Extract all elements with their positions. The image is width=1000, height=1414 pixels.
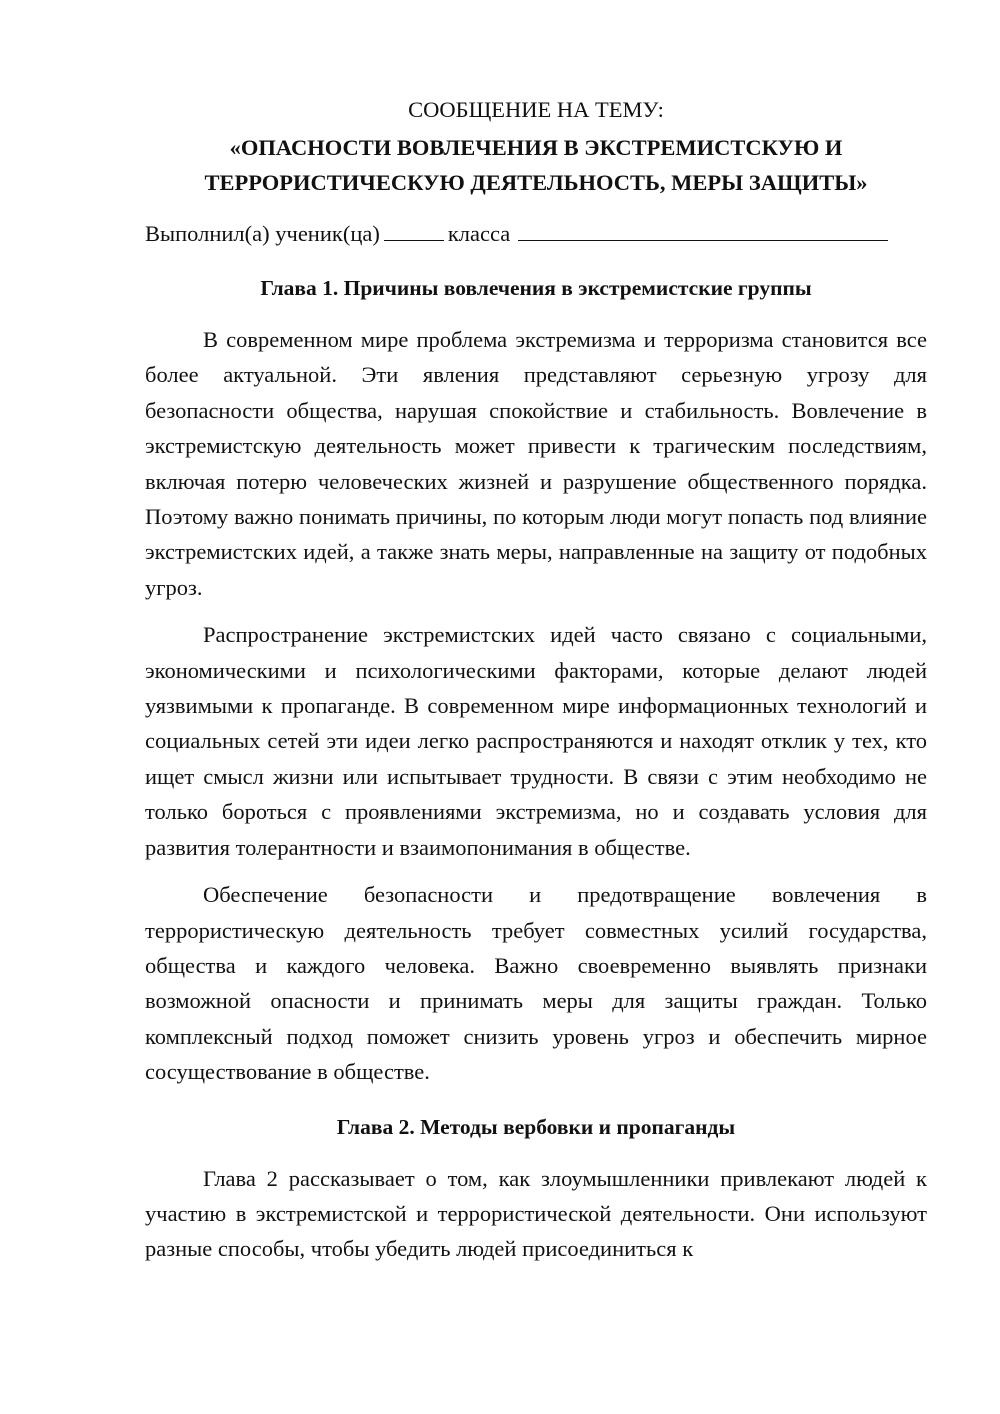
author-class-label: класса [447,221,511,246]
document-page [145,92,927,1267]
chapter-1-paragraph: Обеспечение безопасности и предотвращение вовлечения в террористическую деятельность требует совместных усилий государства, общества и каждого человека. Важно своевременно выявлять признаки возможной опасности и принимать меры для защиты граждан. Только комплексный подход поможет снизить уровень угроз и обеспечить мирное сосуществование в обществе. [145,882,927,1085]
chapter-2-heading: Глава 2. Методы вербовки и пропаганды [336,1114,736,1139]
author-prefix: Выполнил(а) ученик(ца) [145,221,380,246]
chapter-2-paragraph: Глава 2 рассказывает о том, как злоумышленники привлекают людей к участию в экстремистской и террористической деятельности. Они используют разные способы, чтобы убедить людей присоединиться к [145,1165,927,1262]
title-line-2: ТЕРРОРИСТИЧЕСКУЮ ДЕЯТЕЛЬНОСТЬ, МЕРЫ ЗАЩИТЫ» [204,170,868,195]
chapter-1-heading: Глава 1. Причины вовлечения в экстремистские группы [260,276,812,300]
chapter-1-paragraph: В современном мире проблема экстремизма и терроризма становится все более актуальной. Эти явления представляют серьезную угрозу для безопасности общества, нарушая спокойствие и стабильность. Вовлечение в экстремистскую деятельность может привести к трагическим последствиям, включая потерю человеческих жизней и разрушение общественного порядка. Поэтому важно понимать причины, по которым люди могут попасть под влияние экстремистских идей, а также знать меры, направленные на защиту от подобных угроз. [145,327,927,600]
name-blank [518,218,888,241]
document-title [145,130,927,200]
author-line [145,216,927,251]
class-blank [384,218,444,241]
title-line-1: «ОПАСНОСТИ ВОВЛЕЧЕНИЯ В ЭКСТРЕМИСТСКУЮ И [229,135,843,160]
chapter-1-paragraph: Распространение экстремистских идей часто связано с социальными, экономическими и психологическими факторами, которые делают людей уязвимыми к пропаганде. В современном мире информационных технологий и социальных сетей эти идеи легко распространяются и находят отклик у тех, кто ищет смысл жизни или испытывает трудности. В связи с этим необходимо не только бороться с проявлениями экстремизма, но и создавать условия для развития толерантности и взаимопонимания в обществе. [145,622,927,860]
document-header: СООБЩЕНИЕ НА ТЕМУ: [408,97,664,122]
